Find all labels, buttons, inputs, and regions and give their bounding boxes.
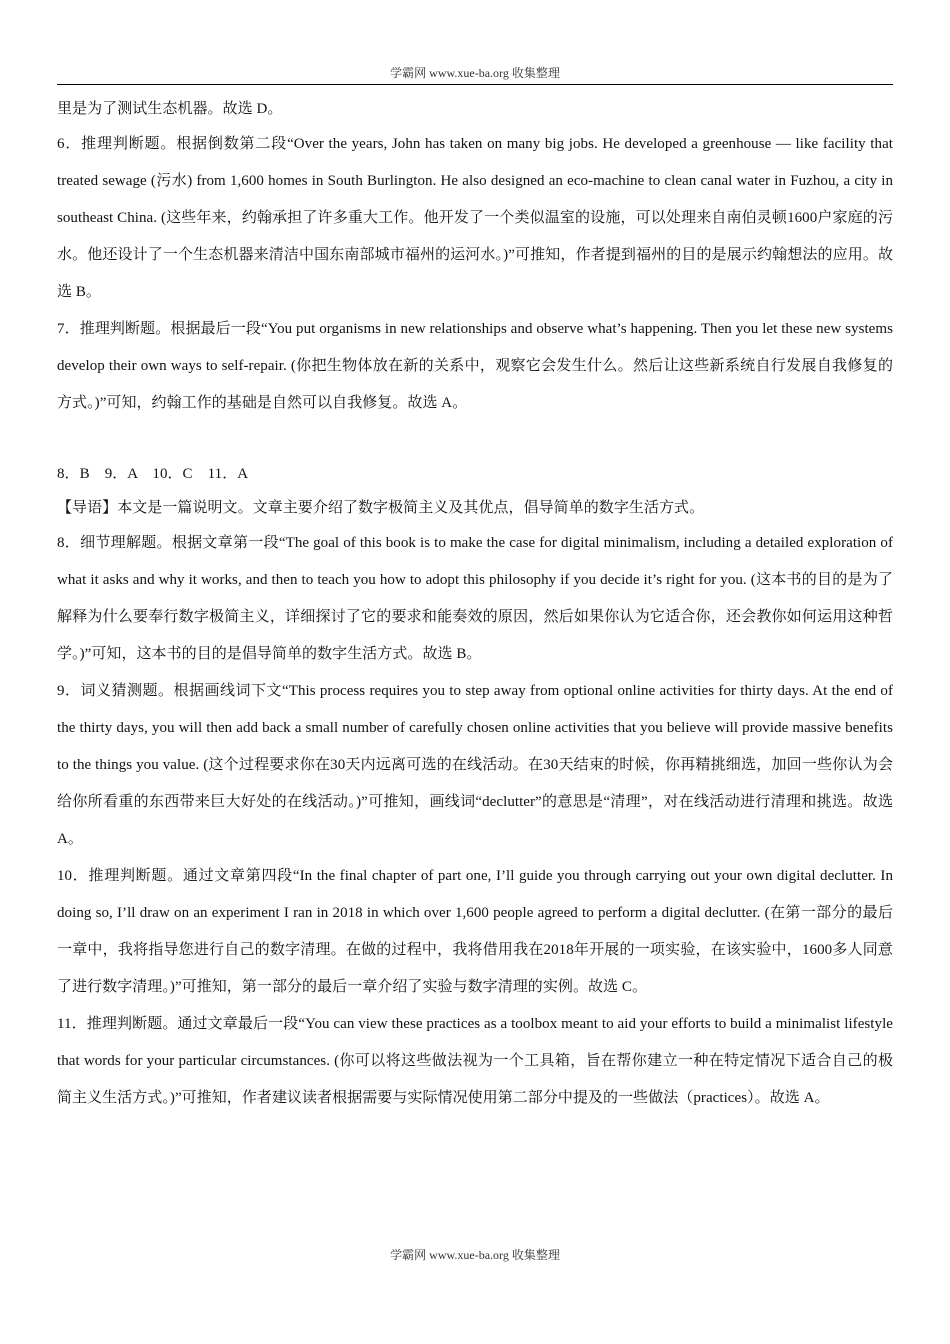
paragraph-q6: 6．推理判断题。根据倒数第二段“Over the years, John has taken on many big jobs. He developed a greenhouse — like facility that treated sewage (污水) from 1,600 homes in South Burlington. He also designed an eco-machine to clean canal water in Fuzhou, a city in southeast China. (这些年来，约翰承担了许多重大工作。他开发了一个类似温室的设施，可以处理来自南伯灵顿1600户家庭的污水。他还设计了一个生态机器来清洁中国东南部城市福州的运河水。)”可推知，作者提到福州的目的是展示约翰想法的应用。故选 B。 [57, 136, 893, 300]
header-divider [57, 84, 893, 85]
paragraph-continuation: 里是为了测试生态机器。故选 D。 [57, 101, 283, 117]
document-body [57, 92, 893, 1117]
page-footer: 学霸网 www.xue-ba.org 收集整理 [390, 1248, 560, 1262]
paragraph-q8: 8．细节理解题。根据文章第一段“The goal of this book is to make the case for digital minimalism, including a detailed exploration of what it asks and why it works, and then to teach you how to adopt this philosophy if you decide it’s right for you. (这本书的目的是为了解释为什么要奉行数字极简主义，详细探讨了它的要求和能奏效的原因，然后如果你认为它适合你，还会教你如何运用这种哲学。)”可知，这本书的目的是倡导简单的数字生活方式。故选 B。 [57, 535, 893, 662]
paragraph-q11: 11．推理判断题。通过文章最后一段“You can view these practices as a toolbox meant to aid your efforts to build a minimalist lifestyle that words for your particular circumstances. (你可以将这些做法视为一个工具箱，旨在帮你建立一种在特定情况下适合自己的极简主义生活方式。)”可推知，作者建议读者根据需要与实际情况使用第二部分中提及的一些做法（practices）。故选 A。 [57, 1016, 893, 1106]
page-header: 学霸网 www.xue-ba.org 收集整理 [390, 66, 560, 80]
paragraph-q10: 10．推理判断题。通过文章第四段“In the final chapter of part one, I’ll guide you through carrying out your own digital declutter. In doing so, I’ll draw on an experiment I ran in 2018 in which over 1,600 people agreed to perform a digital declutter. (在第一部分的最后一章中，我将指导您进行自己的数字清理。在做的过程中，我将借用我在2018年开展的一项实验，在该实验中，1600多人同意了进行数字清理。)”可推知，第一部分的最后一章介绍了实验与数字清理的实例。故选 C。 [57, 868, 893, 995]
answer-key: 8．B 9．A 10．C 11．A [57, 466, 249, 482]
paragraph-q7: 7．推理判断题。根据最后一段“You put organisms in new relationships and observe what’s happening. Then you let these new systems develop their own ways to self-repair. (你把生物体放在新的关系中，观察它会发生什么。然后让这些新系统自行发展自我修复的方式。)”可知，约翰工作的基础是自然可以自我修复。故选 A。 [57, 321, 893, 411]
paragraph-q9: 9．词义猜测题。根据画线词下文“This process requires you to step away from optional online activities for thirty days. At the end of the thirty days, you will then add back a small number of carefully chosen online activities that you believe will provide massive benefits to the things you value. (这个过程要求你在30天内远离可选的在线活动。在30天结束的时候，你再精挑细选，加回一些你认为会给你所看重的东西带来巨大好处的在线活动。)”可推知，画线词“declutter”的意思是“清理”，对在线活动进行清理和挑选。故选 A。 [57, 683, 893, 847]
intro-guide: 【导语】本文是一篇说明文。文章主要介绍了数字极简主义及其优点，倡导简单的数字生活方式。 [57, 500, 705, 516]
spacer [57, 422, 893, 457]
